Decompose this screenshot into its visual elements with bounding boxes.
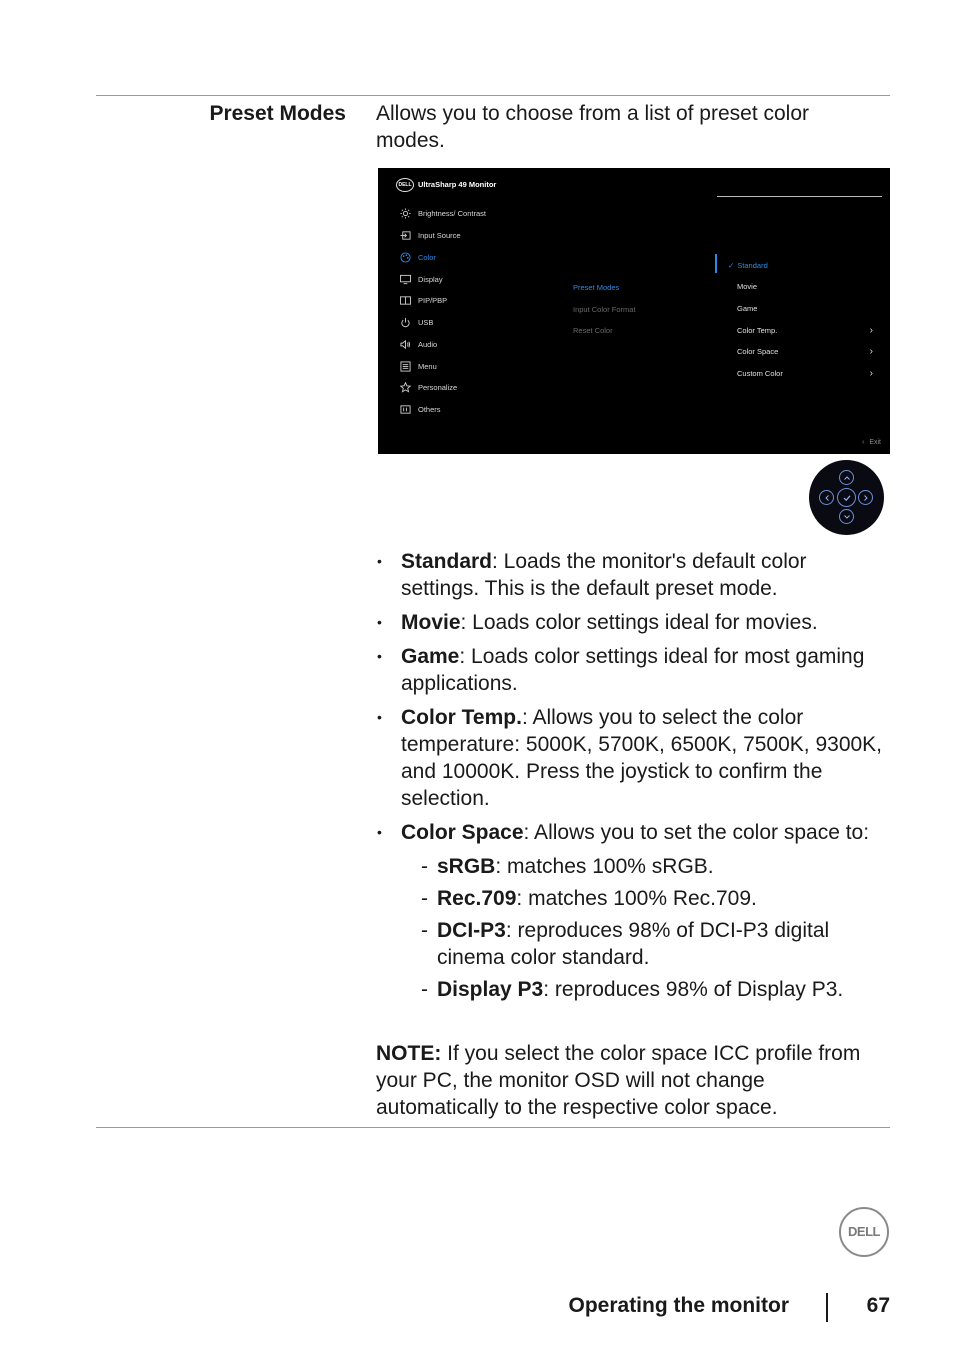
osd-menu-label: Input Source	[418, 230, 461, 240]
osd-option-color-temp[interactable]: Color Temp. ›	[737, 325, 873, 336]
osd-dell-logo: DELL	[396, 178, 414, 192]
osd-menu-label: Others	[418, 404, 441, 414]
sub-list-item: - DCI-P3: reproduces 98% of DCI-P3 digital cinema color standard.	[421, 919, 830, 969]
osd-selection-bar	[715, 254, 717, 273]
osd-menu-color[interactable]	[398, 250, 436, 264]
osd-menu-audio[interactable]	[398, 337, 437, 351]
osd-menu-label: Color	[418, 252, 436, 262]
joystick-down-icon	[839, 509, 854, 524]
joystick-graphic	[809, 460, 884, 535]
menu-icon	[398, 359, 412, 373]
osd-menu-others[interactable]	[398, 402, 441, 416]
osd-menu-label: Display	[418, 274, 443, 284]
osd-exit[interactable]: ‹ Exit	[861, 439, 881, 446]
table-bottom-rule	[96, 1127, 890, 1128]
chevron-right-icon: ›	[869, 368, 873, 379]
footer-section-title: Operating the monitor	[568, 1294, 789, 1317]
osd-submenu-input-color-format[interactable]: Input Color Format	[573, 305, 636, 314]
sub-list-item: - sRGB: matches 100% sRGB.	[421, 855, 714, 878]
joystick-confirm-icon	[837, 488, 856, 507]
osd-menu-label: PIP/PBP	[418, 295, 448, 305]
osd-menu-label: Menu	[418, 361, 437, 371]
speaker-icon	[398, 337, 412, 351]
osd-option-custom-color[interactable]: Custom Color ›	[737, 368, 873, 379]
chevron-left-icon: ‹	[861, 439, 865, 446]
joystick-right-icon	[858, 490, 873, 505]
osd-menu-input-source[interactable]	[398, 228, 461, 242]
osd-menu-label: Brightness/ Contrast	[418, 208, 486, 218]
osd-top-divider	[717, 196, 882, 197]
palette-icon	[398, 250, 412, 264]
osd-menu-label: USB	[418, 317, 434, 327]
joystick-left-icon	[819, 490, 834, 505]
preset-modes-list	[376, 548, 886, 1008]
list-item: • Color Temp.: Allows you to select the color temperature: 5000K, 5700K, 6500K, 7500K, 9300K, and 10000K. Press the joystick to confirm the selection.	[377, 706, 883, 810]
osd-menu-display[interactable]	[398, 272, 443, 286]
chevron-right-icon: ›	[869, 346, 873, 357]
footer-divider	[826, 1293, 828, 1322]
pip-icon	[398, 293, 412, 307]
check-icon: ✓	[728, 261, 735, 270]
osd-menu-usb[interactable]	[398, 315, 433, 329]
osd-screenshot	[378, 168, 890, 454]
chevron-right-icon: ›	[869, 325, 873, 336]
dell-logo: DELL	[839, 1207, 889, 1257]
table-top-rule	[96, 95, 890, 96]
list-item: • Movie: Loads color settings ideal for movies.	[377, 611, 818, 634]
osd-menu-personalize[interactable]	[398, 380, 457, 394]
power-icon	[398, 315, 412, 329]
osd-option-standard[interactable]: ✓ Standard	[728, 261, 768, 270]
display-icon	[398, 272, 412, 286]
osd-submenu-reset-color[interactable]: Reset Color	[573, 326, 613, 335]
row-description: Allows you to choose from a list of preset color modes.	[376, 102, 810, 152]
osd-menu-label: Audio	[418, 339, 438, 349]
osd-menu-menu[interactable]	[398, 359, 437, 373]
sub-list-item: - Display P3: reproduces 98% of Display P3.	[421, 978, 844, 1001]
sub-list-item: - Rec.709: matches 100% Rec.709.	[421, 887, 757, 910]
sun-icon	[398, 206, 412, 220]
list-item: • Standard: Loads the monitor's default color settings. This is the default preset mode.	[377, 550, 807, 600]
osd-menu-pip[interactable]	[398, 293, 447, 307]
input-icon	[398, 228, 412, 242]
osd-menu-label: Personalize	[418, 382, 458, 392]
star-icon	[398, 380, 412, 394]
osd-option-movie[interactable]: Movie	[737, 282, 758, 291]
osd-submenu-preset-modes[interactable]: Preset Modes	[573, 283, 620, 292]
list-item: • Game: Loads color settings ideal for most gaming applications.	[377, 645, 865, 695]
list-item: • Color Space: Allows you to set the color space to:	[377, 821, 870, 844]
page-number: 67	[866, 1294, 890, 1317]
osd-menu-brightness[interactable]	[398, 206, 486, 220]
osd-option-color-space[interactable]: Color Space ›	[737, 346, 873, 357]
others-icon	[398, 402, 412, 416]
note-paragraph: NOTE: If you select the color space ICC profile from your PC, the monitor OSD will not change automatically to the respective color space.	[376, 1042, 861, 1119]
row-label: Preset Modes	[209, 102, 346, 125]
joystick-up-icon	[839, 470, 854, 485]
osd-title: UltraSharp 49 Monitor	[418, 180, 497, 189]
osd-option-game[interactable]: Game	[737, 304, 758, 313]
